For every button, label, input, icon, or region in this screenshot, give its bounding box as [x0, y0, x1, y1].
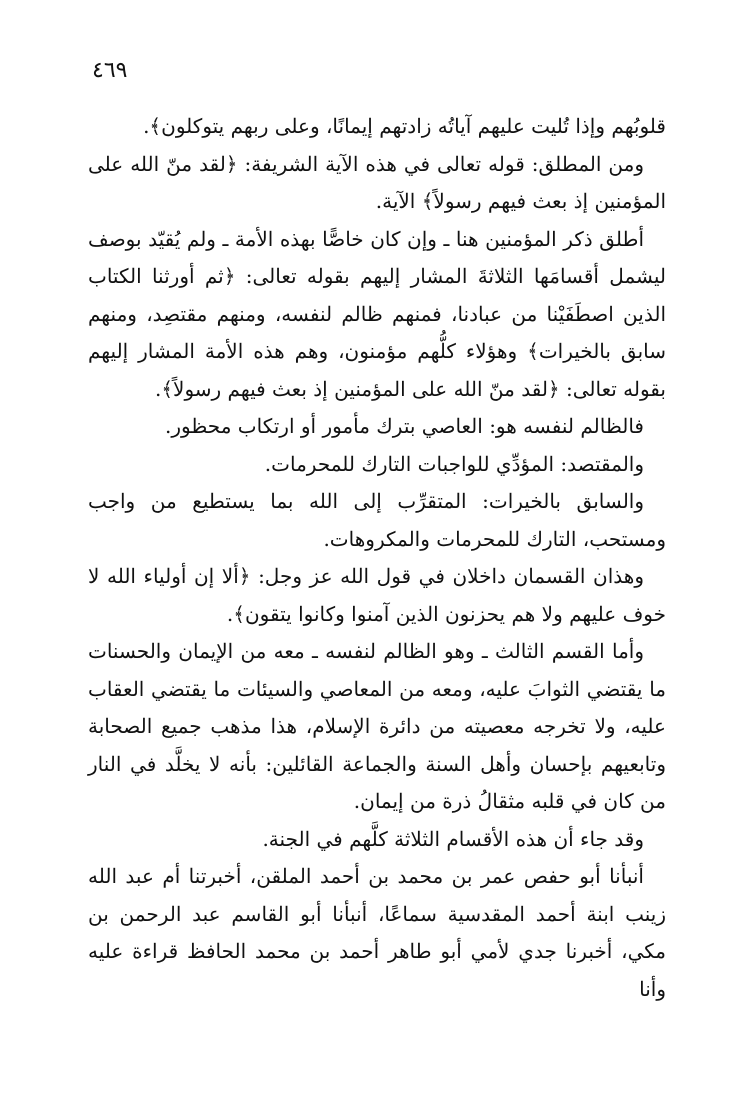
body-text: [88, 108, 666, 1008]
paragraph: ومن المطلق: قوله تعالى في هذه الآية الشريفة: ﴿لقد منّ الله على المؤمنين إذ بعث فيهم رسولاً﴾ الآية.: [88, 151, 666, 213]
paragraph: والمقتصد: المؤدِّي للواجبات التارك للمحرمات.: [264, 451, 644, 476]
paragraph: وأما القسم الثالث ـ وهو الظالم لنفسه ـ معه من الإيمان والحسنات ما يقتضي الثوابَ عليه، ومعه من المعاصي والسيئات ما يقتضي العقاب عليه، ولا تخرجه معصيته من دائرة الإسلام، هذا مذهب جميع الصحابة وتابعيهم بإحسان وأهل السنة والجماعة القائلين: بأنه لا يخلَّد في النار من كان في قلبه مثقالُ ذرة من إيمان.: [88, 639, 666, 813]
paragraph: وقد جاء أن هذه الأقسام الثلاثة كلَّهم في الجنة.: [262, 826, 644, 851]
page-number: ٤٦٩: [92, 58, 128, 83]
paragraph: أطلق ذكر المؤمنين هنا ـ وإن كان خاصًّا بهذه الأمة ـ ولم يُقيّد بوصف ليشمل أقسامَها الثلاثةَ المشار إليهم بقوله تعالى: ﴿ثم أورثنا الكتاب الذين اصطَفَيْنا من عبادنا، فمنهم ظالم لنفسه، ومنهم مقتصِد، ومنهم سابق بالخيرات﴾ وهؤلاء كلُّهم مؤمنون، وهم هذه الأمة المشار إليهم بقوله تعالى: ﴿لقد منّ الله على المؤمنين إذ بعث فيهم رسولاً﴾.: [88, 226, 666, 401]
paragraph: وهذان القسمان داخلان في قول الله عز وجل: ﴿ألا إن أولياء الله لا خوف عليهم ولا هم يحزنون الذين آمنوا وكانوا يتقون﴾.: [88, 564, 666, 626]
paragraph: أنبأنا أبو حفص عمر بن محمد بن أحمد الملقن، أخبرتنا أم عبد الله زينب ابنة أحمد المقدسية سماعًا، أنبأنا أبو القاسم عبد الرحمن بن مكي، أخبرنا جدي لأمي أبو طاهر أحمد بن محمد الحافظ قراءة عليه وأنا: [88, 864, 666, 1001]
paragraph: والسابق بالخيرات: المتقرِّب إلى الله بما يستطيع من واجب ومستحب، التارك للمحرمات والمكروهات.: [88, 489, 666, 551]
paragraph: فالظالم لنفسه هو: العاصي بترك مأمور أو ارتكاب محظور.: [165, 414, 644, 438]
paragraph: قلوبُهم وإذا تُليت عليهم آياتُه زادتهم إيمانًا، وعلى ربهم يتوكلون﴾.: [143, 114, 666, 138]
